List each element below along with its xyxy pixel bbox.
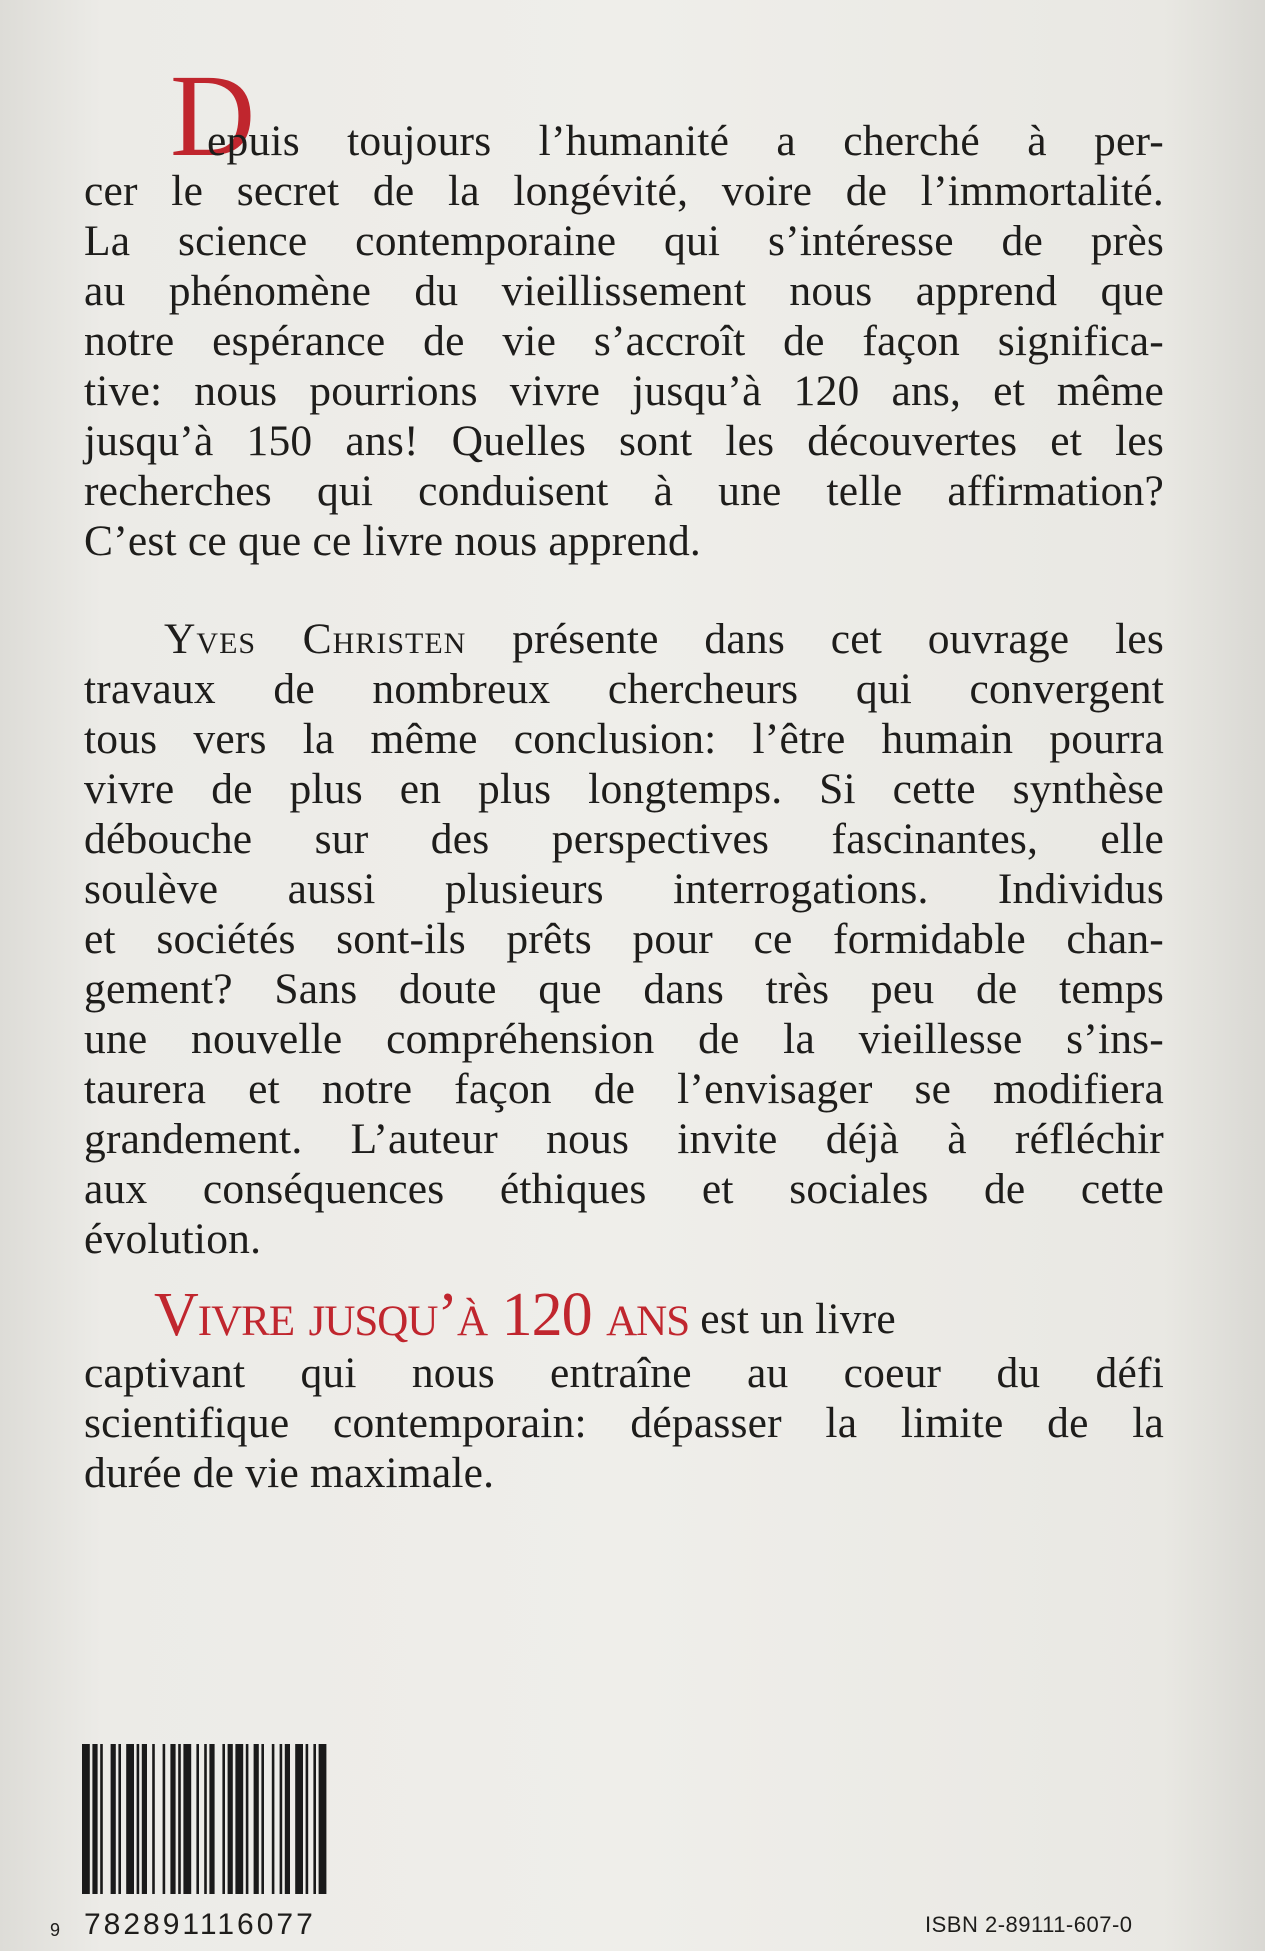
text-line: notre espérance de vie s’accroît de façon significa-	[84, 317, 1164, 365]
drop-cap: D	[170, 50, 256, 181]
text-line: gement? Sans doute que dans très peu de temps	[84, 965, 1164, 1013]
barcode	[74, 1744, 374, 1934]
text-line: captivant qui nous entraîne au coeur du défi	[84, 1349, 1164, 1397]
text-line: et sociétés sont-ils prêts pour ce formidable chan-	[84, 915, 1164, 963]
barcode-lead-digit: 9	[50, 1920, 61, 1940]
text-line: tive: nous pourrions vivre jusqu’à 120 ans, et même	[84, 367, 1164, 415]
text-line: C’est ce que ce livre nous apprend.	[84, 517, 701, 565]
text-line	[84, 1281, 1164, 1349]
paragraph-author	[84, 614, 1164, 1264]
text-line: La science contemporaine qui s’intéresse de près	[84, 217, 1164, 265]
text-line: recherches qui conduisent à une telle affirmation?	[84, 467, 1164, 515]
text-line: scientifique contemporain: dépasser la limite de la	[84, 1399, 1164, 1447]
text-line: soulève aussi plusieurs interrogations. Individus	[84, 865, 1164, 913]
text-fragment: est un livre	[689, 1295, 896, 1343]
text-line: jusqu’à 150 ans! Quelles sont les découvertes et les	[84, 417, 1164, 465]
text-line: vivre de plus en plus longtemps. Si cette synthèse	[84, 765, 1164, 813]
text-line: au phénomène du vieillissement nous apprend que	[84, 267, 1164, 315]
author-name: Yves Christen	[164, 615, 467, 663]
book-title: Vivre jusqu’à 120 ans	[154, 1281, 690, 1349]
isbn-label: ISBN 2-89111-607-0	[925, 1912, 1133, 1937]
text-line: aux conséquences éthiques et sociales de cette	[84, 1165, 1164, 1213]
text-line: travaux de nombreux chercheurs qui convergent	[84, 665, 1164, 713]
text-line	[84, 614, 1164, 664]
text-line: évolution.	[84, 1215, 262, 1263]
text-line: cer le secret de la longévité, voire de l’immortalité.	[84, 167, 1164, 215]
text-line: une nouvelle compréhension de la vieillesse s’ins-	[84, 1015, 1164, 1063]
paragraph-conclusion	[84, 1281, 1164, 1498]
text-line: epuis toujours l’humanité a cherché à per-	[207, 117, 1164, 165]
text-fragment: présente dans cet ouvrage les	[466, 615, 1164, 663]
text-line: débouche sur des perspectives fascinantes, elle	[84, 815, 1164, 863]
text-line: taurera et notre façon de l’envisager se modifiera	[84, 1065, 1164, 1113]
paragraph-intro	[84, 116, 1164, 566]
barcode-digits: 782891116077	[84, 1908, 316, 1941]
barcode-icon	[82, 1744, 374, 1894]
text-line: durée de vie maximale.	[84, 1449, 495, 1497]
text-line: tous vers la même conclusion: l’être humain pourra	[84, 715, 1164, 763]
text-line: grandement. L’auteur nous invite déjà à réfléchir	[84, 1115, 1164, 1163]
